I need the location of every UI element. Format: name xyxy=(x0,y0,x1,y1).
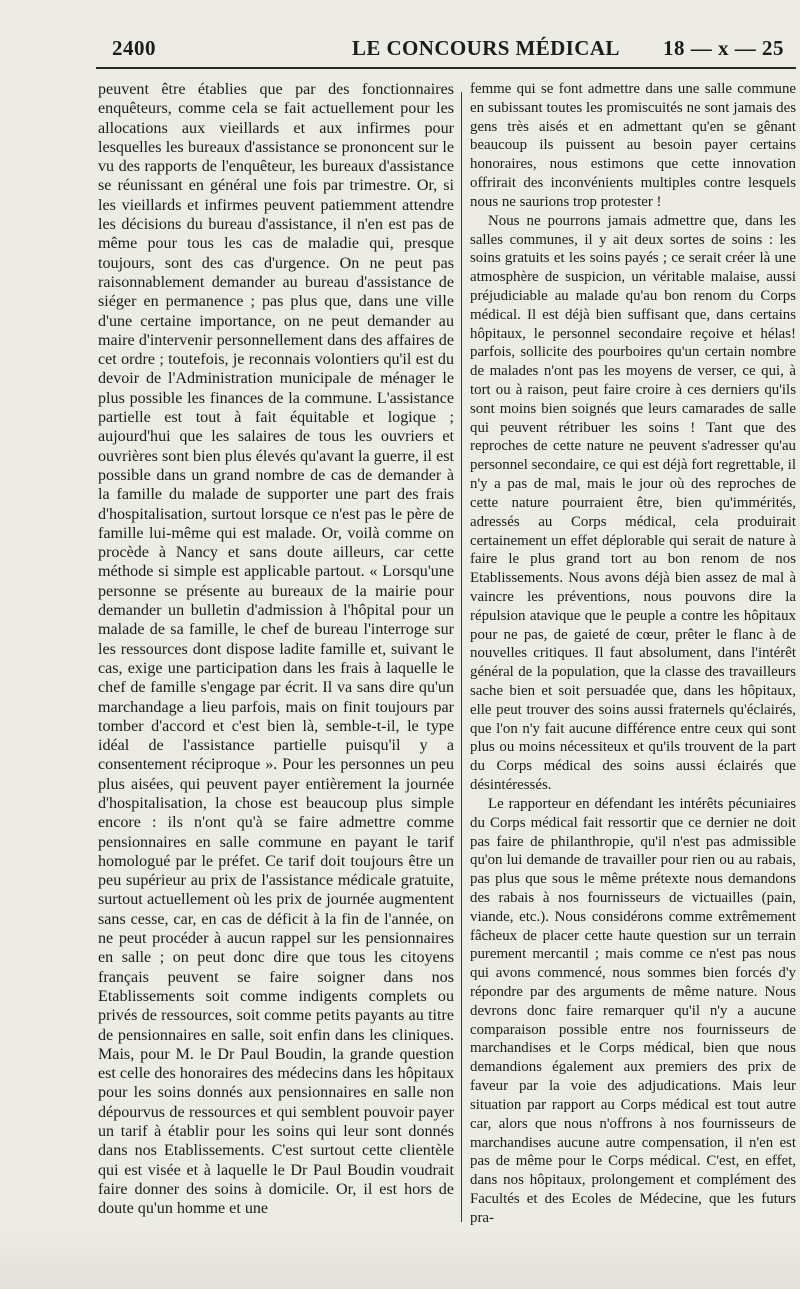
page-bottom-margin xyxy=(0,1229,800,1289)
left-column xyxy=(98,80,454,1219)
right-paragraph-2: Nous ne pourrons jamais admettre que, dans les salles communes, il y ait deux sortes de soins : les soins gratuits et les soins payés ; ce serait créer là une atmosphère de suspicion, un véritable malaise, aussi préjudiciable au malade qu'au bon renom du Corps médical. Il est déjà bien suffisant que, dans certains hôpitaux, le personnel secondaire reçoive et hélas! parfois, sollicite des pourboires qu'un certain nombre de malades n'ont pas les moyens de verser, ce qui, à tort ou à raison, peut faire croire à ces derniers qu'ils sont moins bien soignés que leurs camarades de salle qui peuvent rétribuer les soins ! Tant que des reproches de cette nature ne peuvent s'adresser qu'au personnel secondaire, ce qui est déjà fort regrettable, il n'y a pas de mal, mais le jour où des reproches de cette nature pourraient être, bien qu'immérités, adressés au Corps médical, cela produirait certainement un effet déplorable qui serait de nature à faire le plus grand tort au bon renom de nos Etablissements. Nous avons déjà bien assez de mal à vaincre les préventions, nous pouvons dire la répulsion atavique que le peuple a contre les hôpitaux pour ne pas, de gaieté de cœur, prêter le flanc à de nouvelles critiques. Il faut absolument, dans l'intérêt général de la population, que la classe des travailleurs sache bien et soit persuadée que, dans les hôpitaux, elle peut trouver des soins aussi fraternels qu'éclairés, que l'on n'y fait aucune différence entre ceux qui sont plus ou moins nécessiteux et qu'ils trouvent de la part du Corps médical des soins aussi éclairés que désintéressés. xyxy=(470,212,796,794)
page-header xyxy=(96,34,796,64)
page-number: 2400 xyxy=(112,36,156,60)
right-paragraph-1: femme qui se font admettre dans une salle commune en subissant toutes les promiscuités ne sont jamais des gens très aisés et en admettant qu'en se gênant beaucoup ils puissent au besoin payer certains honoraires, nous estimons que cette innovation offrirait des inconvénients multiples contre lesquels nous ne saurions trop protester ! xyxy=(470,81,796,210)
right-column xyxy=(470,80,796,1228)
column-divider xyxy=(461,92,462,1222)
journal-title: LE CONCOURS MÉDICAL xyxy=(352,36,620,60)
header-rule xyxy=(96,67,796,69)
issue-date: 18 — x — 25 xyxy=(663,36,784,60)
left-paragraph-1: peuvent être établies que par des fonctionnaires enquêteurs, comme cela se fait actuellement pour les allocations aux vieillards et aux infirmes pour lesquelles les bureaux d'assistance se prononcent sur le vu des rapports de l'enquêteur, les bureaux d'assistance se réunissant en général une fois par trimestre. Or, si les vieillards et infirmes peuvent patiemment attendre les décisions du bureau d'assistance, il n'en est pas de même pour tous les cas de maladie qui, presque toujours, sont des cas d'urgence. On ne peut pas raisonnablement demander au bureau d'assistance de siéger en permanence ; pas plus que, dans une ville d'une certaine importance, on ne peut demander au maire d'intervenir personnellement dans des affaires de cet ordre ; toutefois, je reconnais volontiers qu'il est du devoir de l'Administration municipale de ménager le plus possible les finances de la commune. L'assistance partielle est tout à fait équitable et logique ; aujourd'hui que les salaires de tous les ouvriers et ouvrières sont bien plus élevés qu'avant la guerre, il est possible dans un grand nombre de cas de demander à la famille du malade de supporter une part des frais d'hospitalisation, surtout lorsque ce n'est pas le père de famille lui-même qui est malade. Or, voilà comme on procède à Nancy et sans doute ailleurs, car cette méthode si simple est applicable partout. « Lorsqu'une personne se présente au bureaux de la mairie pour demander un bulletin d'admission à l'hôpital pour un malade de sa famille, le chef de bureau l'interroge sur les ressources dont dispose ladite famille et, suivant le cas, exige une participation dans les frais à laquelle le chef de famille s'engage par écrit. Il va sans dire qu'un marchandage a lieu parfois, mais on finit toujours par tomber d'accord et c'est bien là, semble-t-il, le type idéal de l'assistance partielle puisqu'il y a consentement réciproque ». Pour les personnes un peu plus aisées, qui peuvent payer entièrement la journée d'hospitalisation, la chose est beaucoup plus simple encore : ils n'ont qu'à se faire admettre comme pensionnaires en salle commune en payant le tarif homologué par le préfet. Ce tarif doit toujours être un peu supérieur au prix de l'assistance médicale gratuite, surtout actuellement où les prix de journée augmentent sans cesse, car, en cas de déficit à la fin de l'année, on ne peut procéder à aucun rappel sur les pensionnaires en salle ; on peut donc dire que tous les citoyens français peuvent se faire soigner dans nos Etablissements soit comme indigents complets ou privés de ressources, soit comme petits payants au titre de pensionnaires en salle, soit enfin dans les cliniques. Mais, pour M. le Dr Paul Boudin, la grande question est celle des honoraires des médecins dans les hôpitaux pour les soins donnés aux pensionnaires en salle non dépourvus de ressources et qui semblent pouvoir payer un tarif à établir pour les soins qui leur sont donnés dans nos Etablissements. C'est surtout cette clientèle qui est visée et à laquelle le Dr Paul Boudin voudrait faire donner des soins à domicile. Or, il est hors de doute qu'un homme et une xyxy=(98,81,454,1218)
right-paragraph-3: Le rapporteur en défendant les intérêts pécuniaires du Corps médical fait ressortir que ce dernier ne doit pas faire de philanthropie, qu'il n'est pas admissible qu'on lui demande de travailler pour rien ou au rabais, pas plus que sous le même prétexte nous demandons des rabais à nos fournisseurs de victuailles (pain, viande, etc.). Nous considérons comme extrêmement fâcheux de placer cette haute question sur un terrain purement mercantil ; mais comme ce n'est pas nous qui avons commencé, nous sommes bien forcés d'y répondre par des arguments de même nature. Nous devrons donc faire remarquer qu'il n'y a aucune comparaison possible entre nos fournisseurs de marchandises et le Corps médical, bien que nous demandions également aux premiers des prix de faveur par la voie des adjudications. Mais leur situation par rapport au Corps médical est tout autre car, alors que nous n'offrons à nos fournisseurs de marchandises aucune autre compensation, il n'en est pas de même pour le Corps médical. C'est, en effet, dans nos hôpitaux, prolongement et complément des Facultés et des Ecoles de Médecine, que les futurs pra- xyxy=(470,795,796,1226)
